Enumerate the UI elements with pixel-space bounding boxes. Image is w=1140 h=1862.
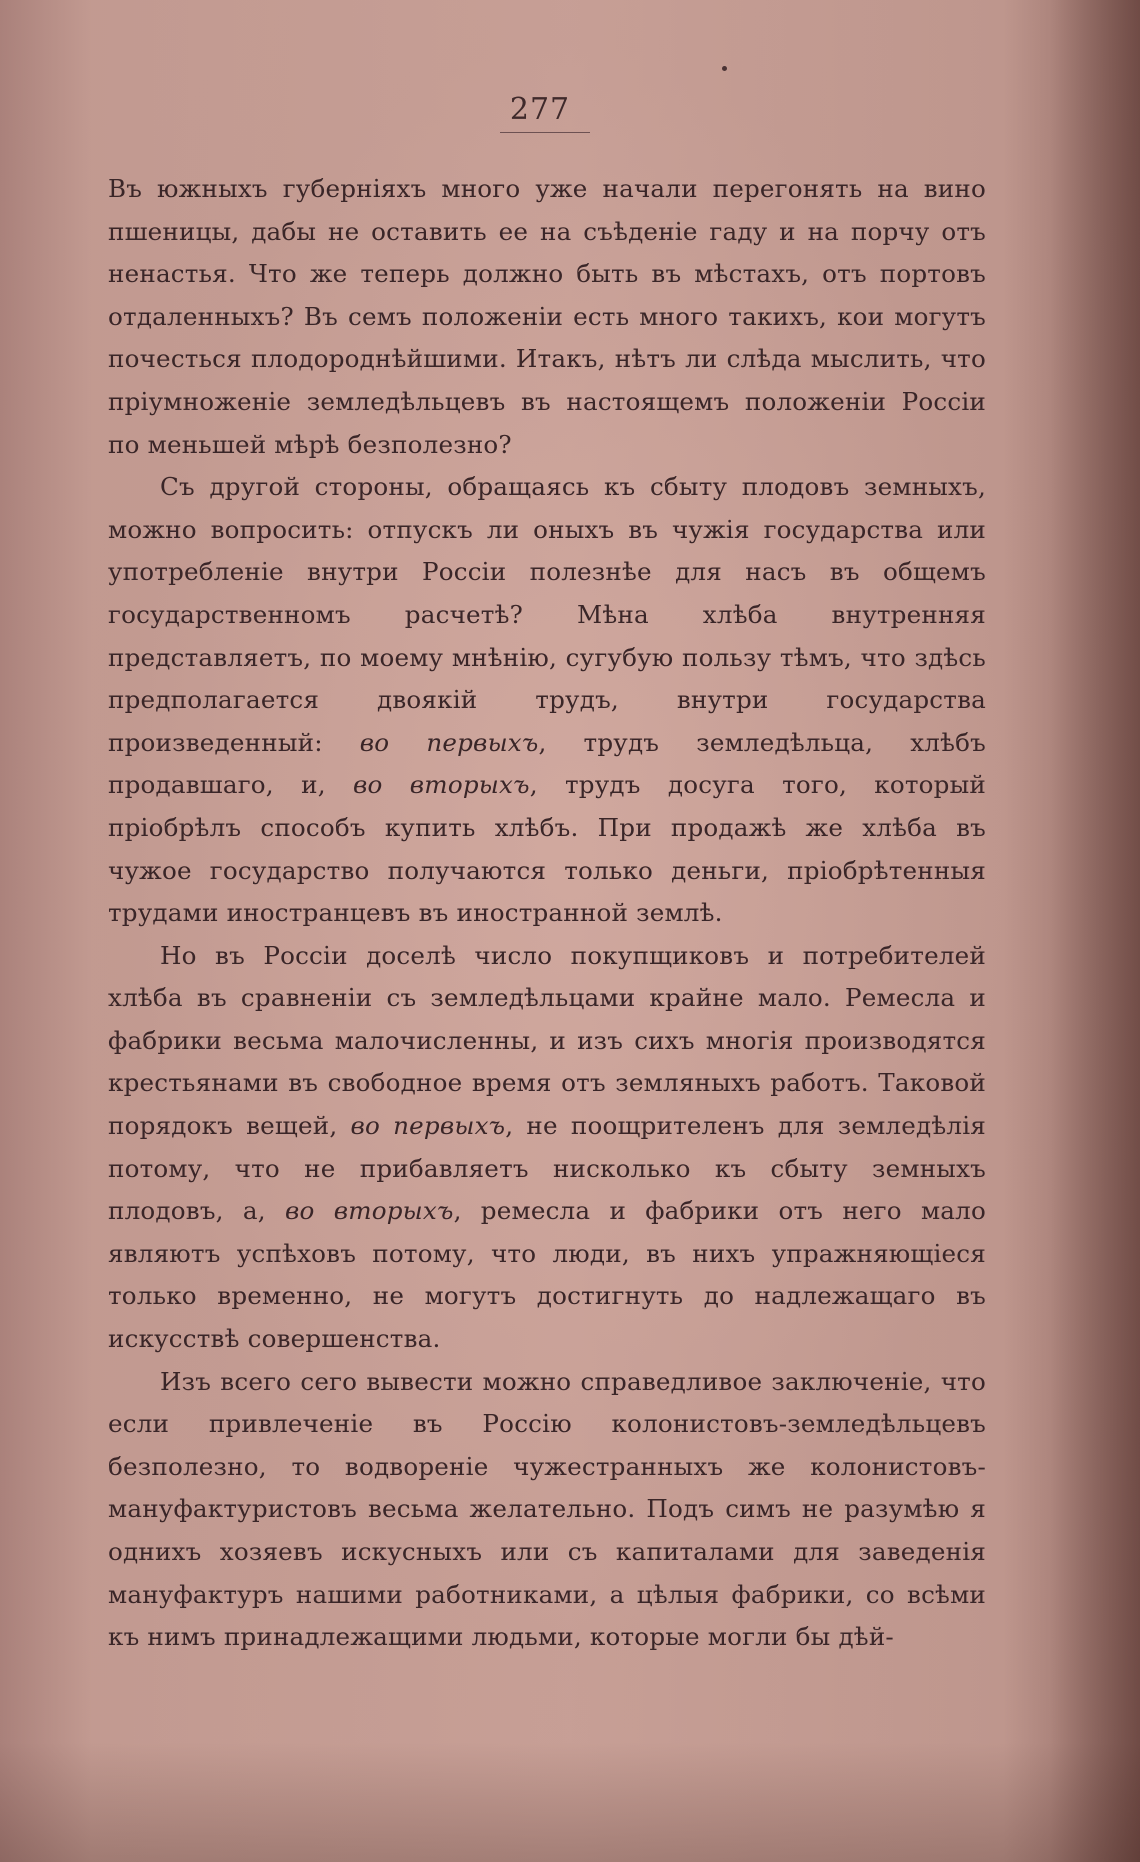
- body-text: [108, 168, 986, 1659]
- ink-dot: [722, 66, 727, 71]
- paragraph-3-text-c: , ремесла и фабрики отъ него мало являютъ успѣховъ потому, что люди, въ нихъ упражняющіеся только временно, не могутъ достигнуть до надлежащаго въ искусствѣ совершенства.: [108, 1196, 986, 1354]
- paragraph-3: [108, 935, 986, 1361]
- paragraph-1-text: Въ южныхъ губерніяхъ много уже начали перегонять на вино пшеницы, дабы не оставить ее на съѣденіе гаду и на порчу отъ ненастья. Что же теперь должно быть въ мѣстахъ, отъ портовъ отдаленныхъ? Въ семъ положеніи есть много такихъ, кои могутъ почесться плодороднѣйшими. Итакъ, нѣтъ ли слѣда мыслить, что пріумноженіе земледѣльцевъ въ настоящемъ положеніи Россіи по меньшей мѣрѣ безполезно?: [108, 174, 986, 459]
- paragraph-3-emphasis-1: во первыхъ: [350, 1111, 506, 1141]
- paragraph-2-text-b: , трудъ земледѣльца, хлѣбъ продавшаго, и,: [108, 727, 986, 800]
- paragraph-3-emphasis-2: во вторыхъ: [284, 1196, 454, 1226]
- paragraph-2-text-a: Съ другой стороны, обращаясь къ сбыту плодовъ земныхъ, можно вопросить: отпускъ ли оныхъ въ чужія государства или употребленіе внутри Россіи полезнѣе для насъ въ общемъ государственномъ расчетѣ? Мѣна хлѣба внутренняя представляетъ, по моему мнѣнію, сугубую пользу тѣмъ, что здѣсь предполагается двоякій трудъ, внутри государства произведенный:: [108, 472, 986, 757]
- page-number-rule: [500, 132, 590, 133]
- page-edge-shadow: [1050, 0, 1140, 1862]
- paragraph-2-text-c: , трудъ досуга того, который пріобрѣлъ способъ купить хлѣбъ. При продажѣ же хлѣба въ чужое государство получаются только деньги, пріобрѣтенныя трудами иностранцевъ въ иностранной землѣ.: [108, 770, 986, 928]
- paragraph-2-emphasis-2: во вторыхъ: [353, 770, 530, 800]
- paragraph-1: [108, 168, 986, 466]
- paragraph-4: [108, 1361, 986, 1659]
- paragraph-3-text-b: , не поощрителенъ для земледѣлія потому, что не прибавляетъ нисколько къ сбыту земныхъ плодовъ, а,: [108, 1111, 986, 1226]
- paragraph-2-emphasis-1: во первыхъ: [359, 727, 539, 757]
- page-number: 277: [509, 92, 571, 127]
- paragraph-4-text: Изъ всего сего вывести можно справедливое заключеніе, что если привлеченіе въ Россію колонистовъ-земледѣльцевъ безполезно, то водвореніе чужестранныхъ же колонистовъ-мануфактуристовъ весьма желательно. Подъ симъ не разумѣю я однихъ хозяевъ искусныхъ или съ капиталами для заведенія мануфактуръ нашими работниками, а цѣлыя фабрики, со всѣми къ нимъ принадлежащими людьми, которые могли бы дѣй-: [108, 1366, 986, 1652]
- paragraph-3-text-a: Но въ Россіи доселѣ число покупщиковъ и потребителей хлѣба въ сравненіи съ земледѣльцами крайне мало. Ремесла и фабрики весьма малочисленны, и изъ сихъ многія производятся крестьянами въ свободное время отъ земляныхъ работъ. Таковой порядокъ вещей,: [108, 940, 986, 1141]
- page-bottom-shadow: [0, 1742, 1140, 1862]
- paragraph-2: [108, 466, 986, 935]
